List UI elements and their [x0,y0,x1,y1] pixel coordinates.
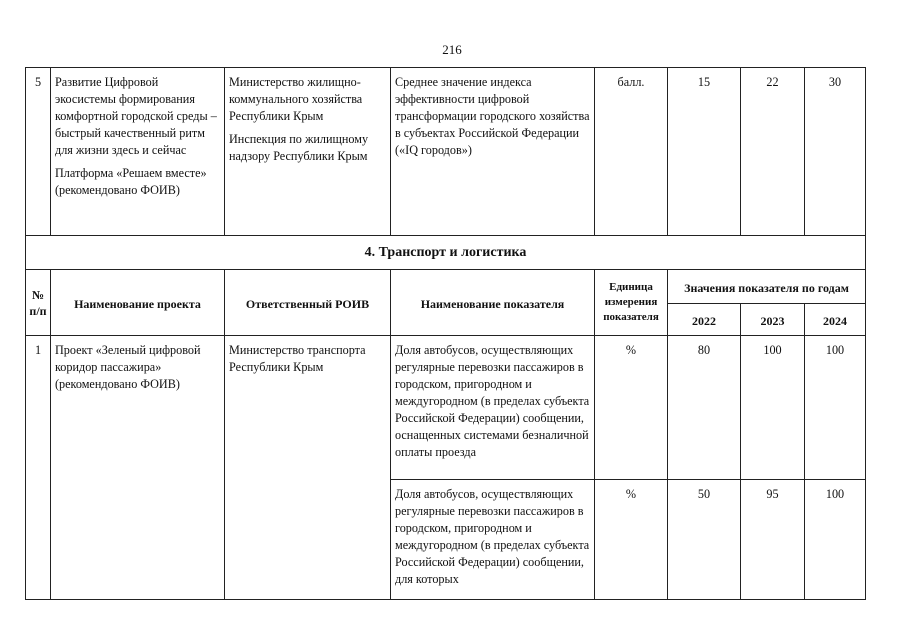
table-row-5 [26,68,866,236]
row-1-indicator-2-unit: % [595,480,668,600]
row-5-roiv-inspection: Инспекция по жилищному надзору Республики Крым [229,132,369,163]
row-5-project [51,68,225,236]
row-1-number: 1 [26,336,51,600]
row-1-indicator-1-value-2024: 100 [805,336,866,480]
header-values: Значения показателя по годам [668,270,866,304]
row-1-indicator-2: Доля автобусов, осуществляющих регулярные перевозки пассажиров в городском, пригородном и междугородном (в пределах субъекта Российской Федерации) сообщении, для которых [391,480,595,600]
row-5-value-2023: 22 [741,68,805,236]
row-1-indicator-2-value-2024: 100 [805,480,866,600]
row-5-roiv [225,68,391,236]
row-5-unit: балл. [595,68,668,236]
header-row-1 [26,270,866,304]
row-1-indicator-1-value-2023: 100 [741,336,805,480]
header-num: № п/п [26,270,51,336]
row-5-value-2024: 30 [805,68,866,236]
header-roiv: Ответственный РОИВ [225,270,391,336]
header-indicator: Наименование показателя [391,270,595,336]
header-unit: Единица измерения показателя [595,270,668,336]
row-1-indicator-2-value-2022: 50 [668,480,741,600]
table-row-1a [26,336,866,480]
section-row [26,236,866,270]
row-1-indicator-1: Доля автобусов, осуществляющих регулярные перевозки пассажиров в городском, пригородном и междугородном (в пределах субъекта Российской Федерации) сообщении, оснащенных системами безналичной оплаты проезда [391,336,595,480]
row-1-indicator-1-unit: % [595,336,668,480]
row-1-indicator-2-value-2023: 95 [741,480,805,600]
row-5-value-2022: 15 [668,68,741,236]
page-number: 216 [442,42,462,57]
header-year-2022: 2022 [668,304,741,336]
row-1-project: Проект «Зеленый цифровой коридор пассажира» (рекомендовано ФОИВ) [51,336,225,600]
header-year-2024: 2024 [805,304,866,336]
header-project: Наименование проекта [51,270,225,336]
row-5-roiv-ministry: Министерство жилищно-коммунального хозяйства Республики Крым [229,75,363,123]
row-1-indicator-1-value-2022: 80 [668,336,741,480]
row-1-roiv: Министерство транспорта Республики Крым [225,336,391,600]
row-5-project-platform: Платформа «Решаем вместе» (рекомендовано ФОИВ) [55,166,207,197]
indicators-table-frame [25,67,865,612]
section-title: 4. Транспорт и логистика [26,236,866,270]
row-5-indicator: Среднее значение индекса эффективности цифровой трансформации городского хозяйства в субъектах Российской Федерации («IQ городов») [391,68,595,236]
header-year-2023: 2023 [741,304,805,336]
row-5-project-name: Развитие Цифровой экосистемы формирования комфортной городской среды – быстрый качественный ритм для жизни здесь и сейчас [55,75,217,157]
indicators-table [25,67,866,600]
row-5-number: 5 [26,68,51,236]
